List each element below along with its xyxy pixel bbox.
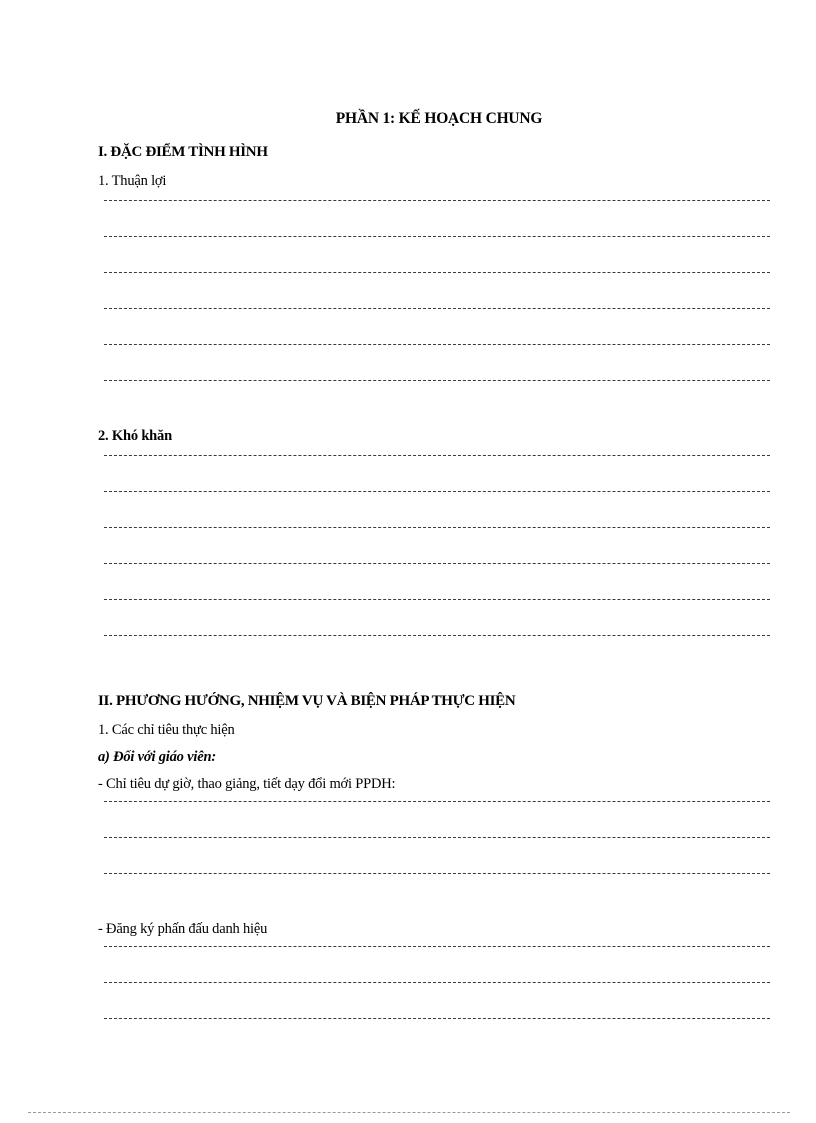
subsection-label-2-3: - Chỉ tiêu dự giờ, thao giảng, tiết dạy đổi mới PPDH: <box>98 776 396 792</box>
document-content <box>98 110 770 1054</box>
blank-line[interactable] <box>104 455 770 456</box>
blank-line[interactable] <box>104 563 770 564</box>
blank-line[interactable] <box>104 599 770 600</box>
blank-line[interactable] <box>104 491 770 492</box>
spacer <box>98 416 770 428</box>
section-heading-2: II. PHƯƠNG HƯỚNG, NHIỆM VỤ VÀ BIỆN PHÁP THỰC HIỆN <box>98 693 516 709</box>
blank-line[interactable] <box>104 272 770 273</box>
subsection-label-2-4: - Đăng ký phấn đấu danh hiệu <box>98 921 268 937</box>
spacer <box>98 909 770 921</box>
blank-line[interactable] <box>104 837 770 838</box>
subsection-label-2-2: a) Đối với giáo viên: <box>98 749 216 765</box>
blank-lines-1-2 <box>98 455 770 671</box>
section-heading-1: I. ĐẶC ĐIỂM TÌNH HÌNH <box>98 144 268 160</box>
blank-line[interactable] <box>104 801 770 802</box>
blank-line[interactable] <box>104 982 770 983</box>
subsection-label-2-1: 1. Các chỉ tiêu thực hiện <box>98 722 235 738</box>
blank-line[interactable] <box>104 344 770 345</box>
blank-line[interactable] <box>104 873 770 874</box>
blank-lines-2-4 <box>98 946 770 1054</box>
subsection-label-1-2: 2. Khó khăn <box>98 428 172 444</box>
blank-line[interactable] <box>104 635 770 636</box>
blank-line[interactable] <box>104 1018 770 1019</box>
blank-line[interactable] <box>104 308 770 309</box>
blank-line[interactable] <box>104 236 770 237</box>
footer-divider <box>28 1112 790 1113</box>
blank-line[interactable] <box>104 527 770 528</box>
blank-line[interactable] <box>104 946 770 947</box>
page-title: PHẦN 1: KẾ HOẠCH CHUNG <box>335 110 543 127</box>
blank-line[interactable] <box>104 380 770 381</box>
blank-line[interactable] <box>104 200 770 201</box>
spacer <box>98 671 770 693</box>
blank-lines-2-3 <box>98 801 770 909</box>
subsection-label-1-1: 1. Thuận lợi <box>98 173 167 189</box>
blank-lines-1-1 <box>98 200 770 416</box>
